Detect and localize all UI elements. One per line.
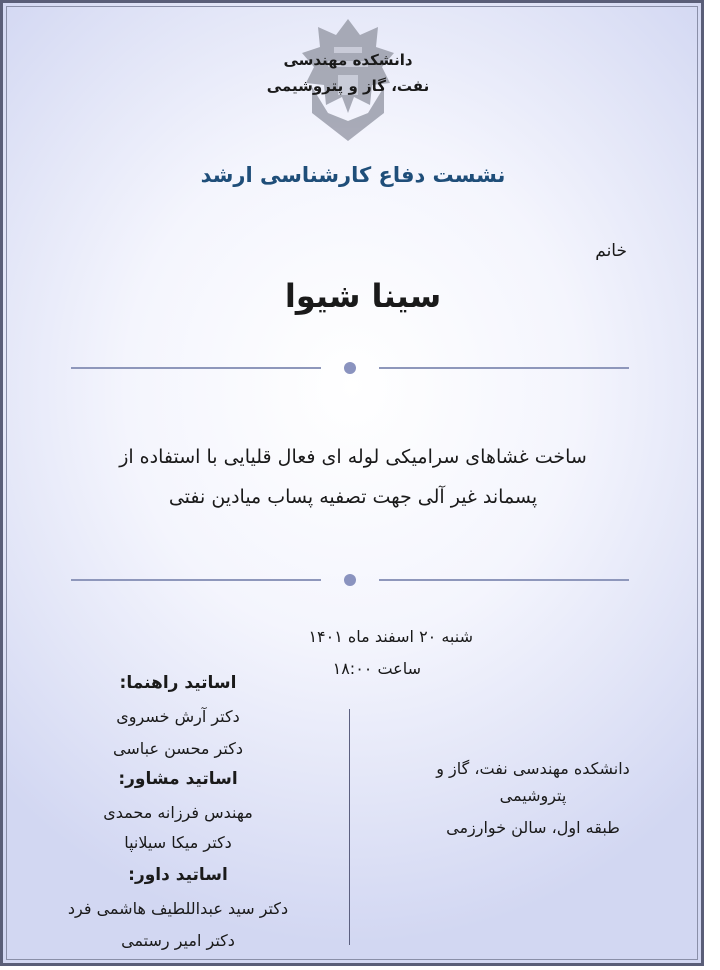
divider-bottom	[71, 574, 629, 586]
student-name: سینا شیوا	[284, 277, 442, 315]
supervisor-name: دکتر آرش خسروی	[116, 707, 240, 726]
defense-date: شنبه ۲۰ اسفند ماه ۱۴۰۱	[308, 627, 473, 646]
referees-label: اساتید داور:	[128, 865, 228, 885]
venue-line1: دانشکده مهندسی نفت، گاز و	[436, 759, 630, 778]
thesis-title-line1: ساخت غشاهای سرامیکی لوله ای فعال قلیایی با استفاده از	[119, 446, 587, 468]
venue-line2: پتروشیمی	[499, 786, 567, 805]
supervisors-label: اساتید راهنما:	[119, 673, 237, 693]
referee-name: دکتر سید عبداللطیف هاشمی فرد	[67, 899, 289, 918]
advisor-name: دکتر میکا سیلانپا	[124, 833, 232, 852]
venue-line3: طبقه اول، سالن خوارزمی	[446, 818, 620, 837]
advisors-label: اساتید مشاور:	[118, 769, 238, 789]
session-title: نشست دفاع کارشناسی ارشد	[200, 163, 506, 187]
divider-top	[71, 362, 629, 374]
referee-name: دکتر امیر رستمی	[121, 931, 235, 950]
defense-time: ساعت ۱۸:۰۰	[332, 659, 421, 678]
faculty-name	[243, 47, 453, 99]
advisor-name: مهندس فرزانه محمدی	[103, 803, 253, 822]
faculty-name-line1: دانشکده مهندسی	[283, 51, 413, 69]
thesis-title-line2: پسماند غیر آلی جهت تصفیه پساب میادین نفتی	[168, 486, 538, 508]
column-divider	[349, 709, 350, 945]
divider-dot-icon	[344, 574, 356, 586]
honorific: خانم	[595, 241, 627, 261]
supervisor-name: دکتر محسن عباسی	[113, 739, 243, 758]
faculty-name-line2: نفت، گاز و پتروشیمی	[266, 77, 430, 95]
divider-dot-icon	[344, 362, 356, 374]
